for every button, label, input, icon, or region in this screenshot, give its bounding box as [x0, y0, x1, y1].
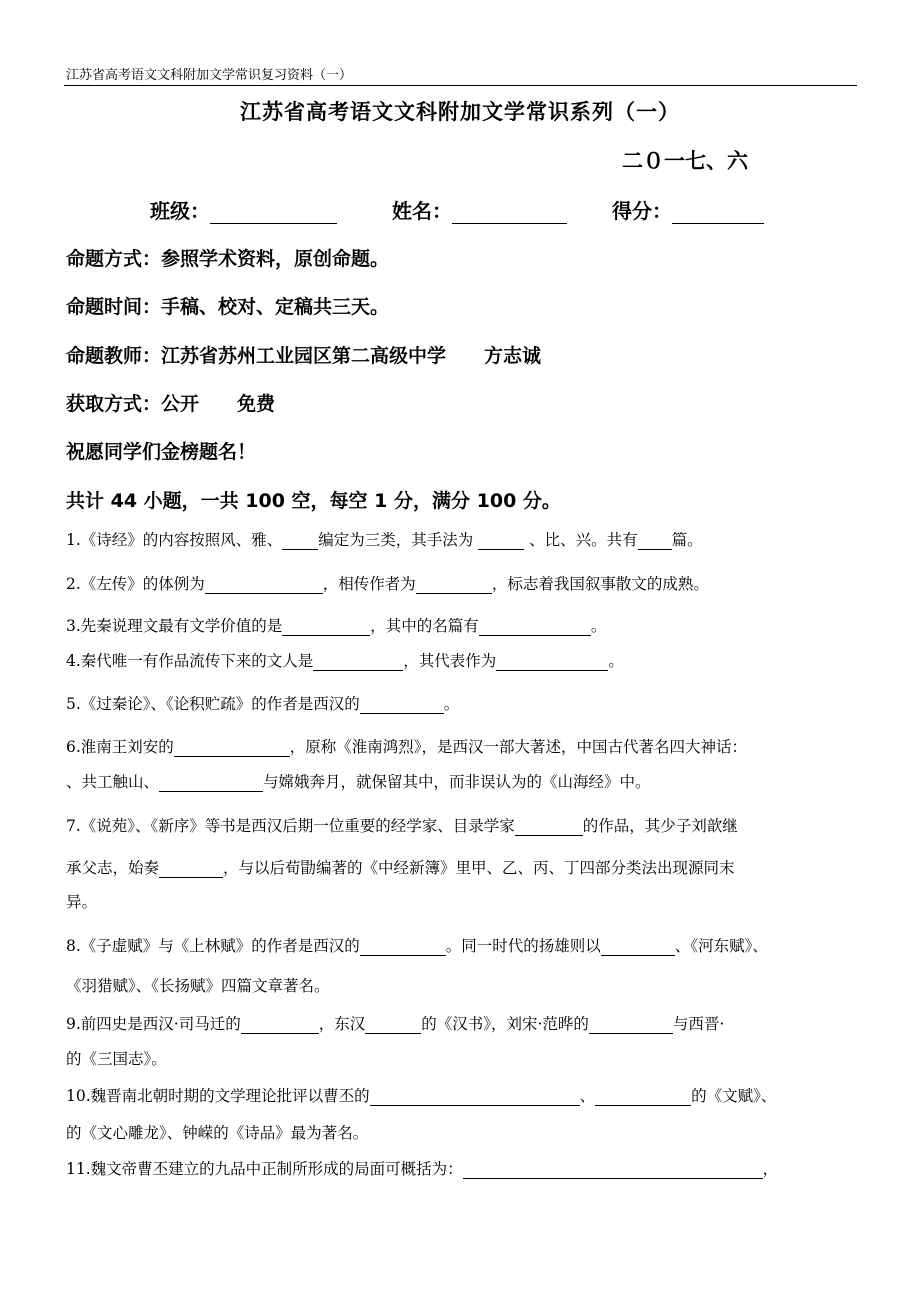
- info-teacher: 命题教师：江苏省苏州工业园区第二高级中学 方志诚: [66, 345, 542, 367]
- answer-blank[interactable]: [601, 939, 675, 956]
- document-title: 江苏省高考语文文科附加文学常识系列（一）: [240, 100, 680, 124]
- question-4: 4.秦代唯一有作品流传下来的文人是 ，其代表作为 。: [66, 652, 624, 670]
- answer-blank[interactable]: [479, 619, 591, 636]
- answer-blank[interactable]: [174, 740, 290, 757]
- question-6-cont: 、共工触山、 与嫦娥奔月，就保留其中，而非误认为的《山海经》中。: [66, 773, 651, 791]
- answer-blank[interactable]: [416, 577, 492, 594]
- info-total: 共计 44 小题，一共 100 空，每空 1 分，满分 100 分。: [66, 490, 561, 512]
- document-date: 二０一七、六: [622, 149, 748, 173]
- answer-blank[interactable]: [282, 619, 370, 636]
- question-9: 9.前四史是西汉·司马迁的 ，东汉 的《汉书》，刘宋·范晔的 与西晋·: [66, 1015, 725, 1033]
- header-rule: [64, 85, 857, 86]
- name-blank[interactable]: [452, 201, 567, 224]
- name-field: [392, 195, 567, 224]
- score-field: [612, 195, 764, 224]
- answer-blank[interactable]: [241, 1017, 319, 1034]
- question-8-cont: 《羽猎赋》、《长扬赋》四篇文章著名。: [66, 977, 330, 995]
- class-label: 班级：: [150, 199, 210, 223]
- answer-blank[interactable]: [463, 1162, 763, 1179]
- question-8: 8.《子虚赋》与《上林赋》的作者是西汉的 。同一时代的扬雄则以 、《河东赋》、: [66, 937, 768, 955]
- score-label: 得分：: [612, 199, 672, 223]
- question-7-cont: 承父志，始奏 ，与以后荀勖编著的《中经新簿》里甲、乙、丙、丁四部分类法出现源同末: [66, 859, 735, 877]
- question-9-cont: 的《三国志》。: [66, 1050, 167, 1068]
- question-7: 7.《说苑》、《新序》等书是西汉后期一位重要的经学家、目录学家 的作品，其少子刘歆继: [66, 817, 738, 835]
- info-wish: 祝愿同学们金榜题名！: [66, 441, 257, 463]
- answer-blank[interactable]: [282, 533, 318, 550]
- question-2: 2.《左传》的体例为 ，相传作者为 ，标志着我国叙事散文的成熟。: [66, 575, 709, 593]
- question-10-cont: 的《文心雕龙》、钟嵘的《诗品》最为著名。: [66, 1124, 369, 1142]
- question-3: 3.先秦说理文最有文学价值的是 ，其中的名篇有 。: [66, 617, 607, 635]
- answer-blank[interactable]: [159, 775, 263, 792]
- answer-blank[interactable]: [360, 697, 444, 714]
- answer-blank[interactable]: [360, 939, 446, 956]
- score-blank[interactable]: [672, 201, 764, 224]
- answer-blank[interactable]: [515, 819, 583, 836]
- answer-blank[interactable]: [638, 533, 672, 550]
- question-10: 10.魏晋南北朝时期的文学理论批评以曹丕的 、 的《文赋》、: [66, 1087, 777, 1105]
- running-header: 江苏省高考语文文科附加文学常识复习资料（一）: [66, 68, 353, 83]
- answer-blank[interactable]: [313, 654, 403, 671]
- answer-blank[interactable]: [365, 1017, 421, 1034]
- question-11: 11.魏文帝曹丕建立的九品中正制所形成的局面可概括为： ，: [66, 1160, 779, 1178]
- answer-blank[interactable]: [370, 1089, 580, 1106]
- info-method: 命题方式：参照学术资料，原创命题。: [66, 248, 390, 270]
- info-time: 命题时间：手稿、校对、定稿共三天。: [66, 296, 390, 318]
- name-label: 姓名：: [392, 199, 452, 223]
- answer-blank[interactable]: [595, 1089, 691, 1106]
- question-5: 5.《过秦论》、《论积贮疏》的作者是西汉的 。: [66, 695, 460, 713]
- answer-blank[interactable]: [478, 533, 524, 550]
- info-access: 获取方式：公开 免费: [66, 393, 276, 415]
- question-1: 1.《诗经》的内容按照风、雅、 编定为三类，其手法为 、比、兴。共有 篇。: [66, 531, 703, 549]
- answer-blank[interactable]: [205, 577, 323, 594]
- class-field: [150, 195, 337, 224]
- answer-blank[interactable]: [589, 1017, 673, 1034]
- class-blank[interactable]: [210, 201, 337, 224]
- answer-blank[interactable]: [159, 861, 223, 878]
- question-6: 6.淮南王刘安的 ，原称《淮南鸿烈》，是西汉一部大著述，中国古代著名四大神话：: [66, 738, 748, 756]
- answer-blank[interactable]: [496, 654, 608, 671]
- question-7-end: 异。: [66, 893, 98, 911]
